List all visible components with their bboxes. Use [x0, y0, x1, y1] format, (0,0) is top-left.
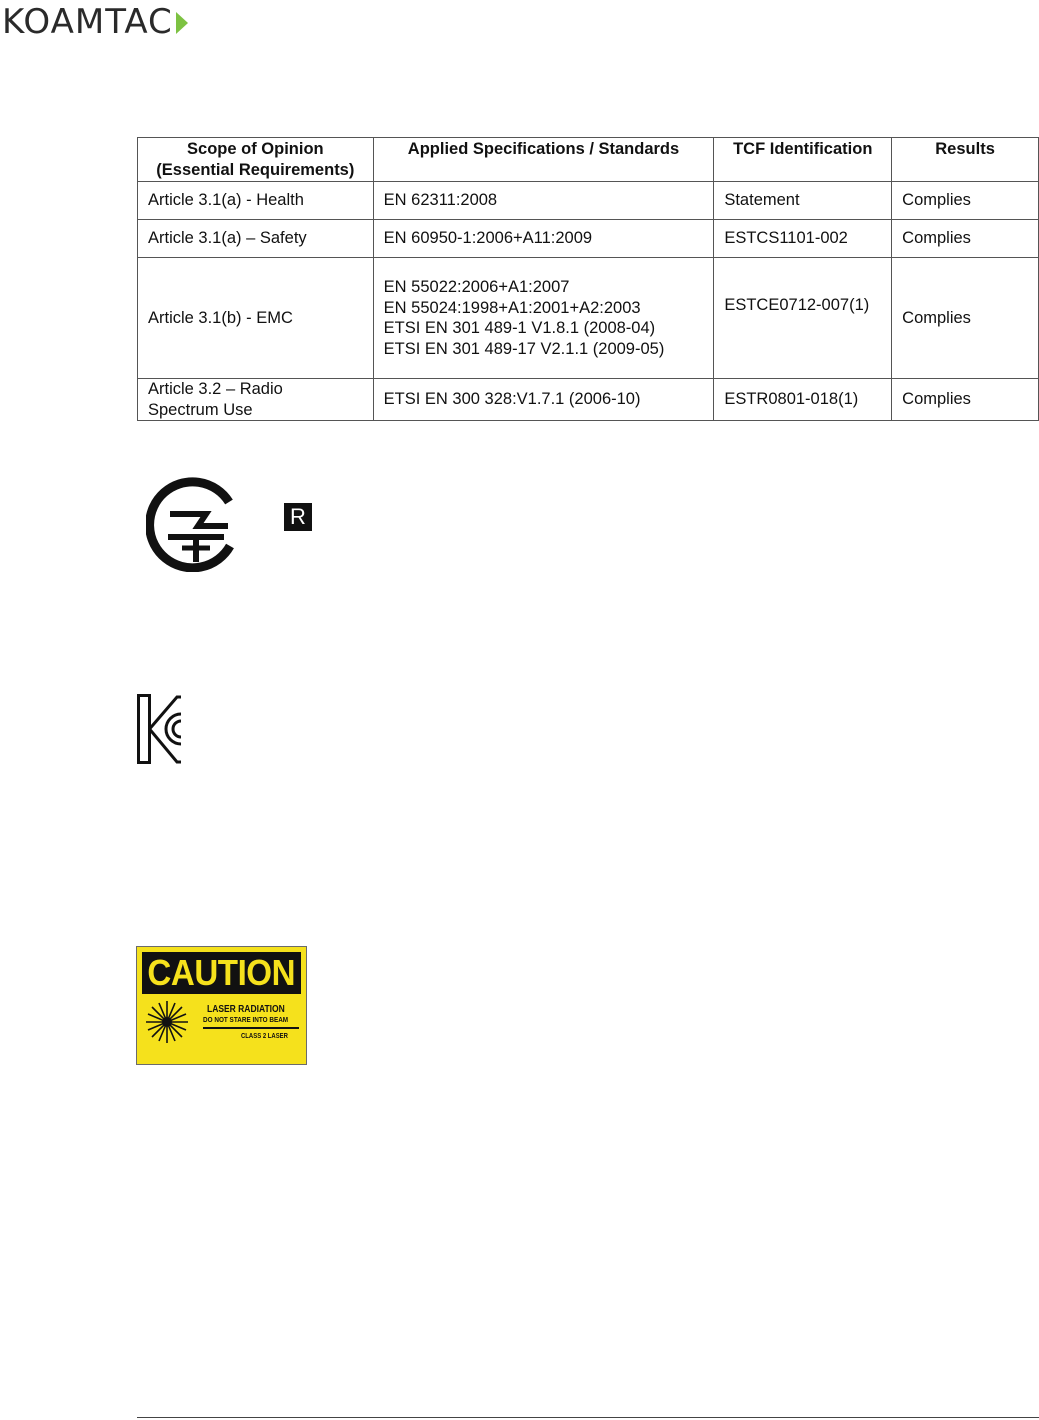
table-row — [138, 258, 1039, 379]
header-results: Results — [892, 138, 1039, 182]
spec-line: EN 55024:1998+A1:2001+A2:2003 — [383, 298, 641, 317]
registered-mark-badge — [284, 503, 312, 531]
laser-class-text: CLASS 2 LASER — [241, 1033, 288, 1040]
cell-specs — [373, 258, 714, 379]
cell-tcf: ESTCS1101-002 — [714, 220, 892, 258]
scope-line: Article 3.2 – Radio — [148, 380, 283, 398]
cell-tcf: Statement — [714, 182, 892, 220]
cell-scope — [138, 379, 374, 421]
cell-result: Complies — [892, 182, 1039, 220]
cell-result: Complies — [892, 258, 1039, 379]
header-specs: Applied Specifications / Standards — [373, 138, 714, 182]
cell-tcf: ESTCE0712-007(1) — [714, 258, 892, 379]
registered-mark-letter: R — [290, 504, 306, 529]
caution-laser-label — [136, 946, 307, 1065]
table-row — [138, 220, 1039, 258]
cell-result: Complies — [892, 379, 1039, 421]
table-header-row — [138, 138, 1039, 182]
logo-text: KOAMTAC — [2, 2, 173, 42]
header-tcf: TCF Identification — [714, 138, 892, 182]
cell-scope: Article 3.1(a) – Safety — [138, 220, 374, 258]
spec-line: ETSI EN 301 489-1 V1.8.1 (2008-04) — [383, 319, 656, 337]
footer-divider — [137, 1417, 1039, 1418]
table-row — [138, 379, 1039, 421]
cell-specs: EN 62311:2008 — [373, 182, 714, 220]
koamtac-logo — [2, 2, 188, 42]
laser-burst-icon — [145, 1000, 189, 1044]
scope-line: Spectrum Use — [148, 400, 253, 419]
kc-mark-icon — [137, 694, 181, 766]
laser-warning-line-1: LASER RADIATION — [207, 1004, 285, 1015]
laser-warning-line-2: DO NOT STARE INTO BEAM — [203, 1015, 289, 1024]
cell-tcf: ESTR0801-018(1) — [714, 379, 892, 421]
compliance-table — [137, 137, 1039, 421]
spec-line: EN 55022:2006+A1:2007 — [383, 278, 570, 296]
logo-arrow-icon — [176, 12, 188, 34]
spec-line: ETSI EN 301 489-17 V2.1.1 (2009-05) — [383, 339, 665, 358]
caution-banner — [142, 952, 301, 994]
table-row — [138, 182, 1039, 220]
caution-title: CAUTION — [147, 952, 296, 993]
laser-divider — [203, 1027, 299, 1029]
header-scope — [138, 138, 374, 182]
cell-result: Complies — [892, 220, 1039, 258]
cell-scope: Article 3.1(b) - EMC — [138, 258, 374, 379]
header-scope-line-2: (Essential Requirements) — [156, 161, 355, 179]
cell-scope: Article 3.1(a) - Health — [138, 182, 374, 220]
cell-specs: ETSI EN 300 328:V1.7.1 (2006-10) — [373, 379, 714, 421]
telec-mark-icon — [146, 474, 242, 572]
header-scope-line-1: Scope of Opinion — [187, 140, 324, 158]
cell-specs: EN 60950-1:2006+A11:2009 — [373, 220, 714, 258]
